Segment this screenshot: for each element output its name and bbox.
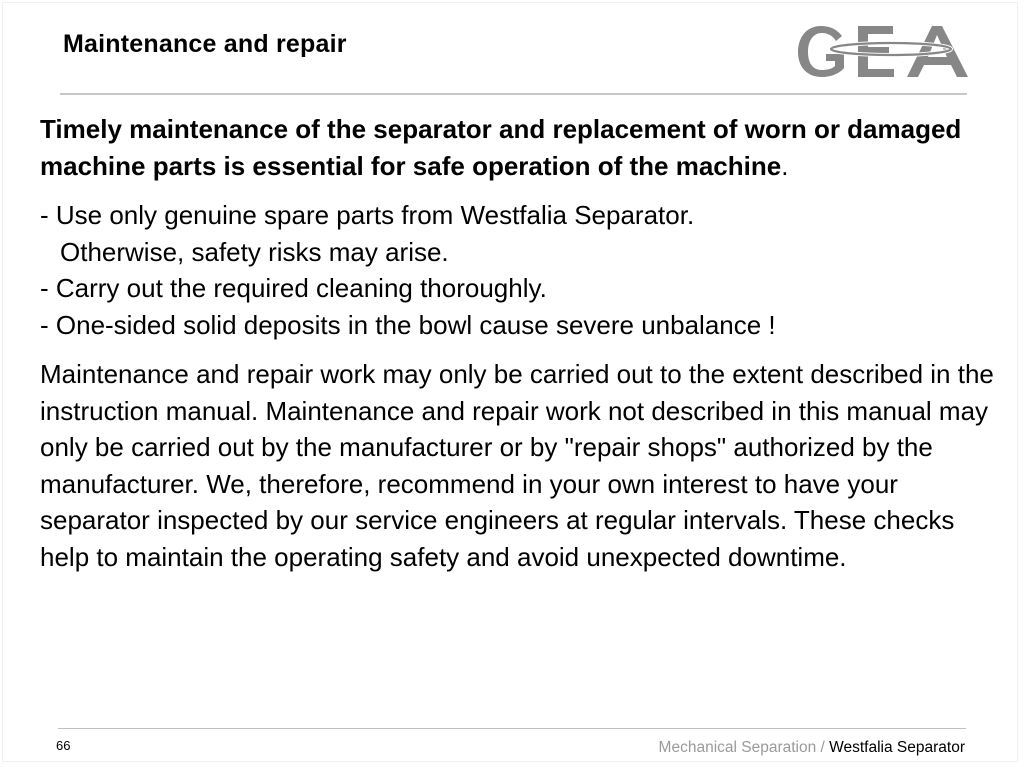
body-paragraph: Maintenance and repair work may only be carried out to the extent described in the instruction manual. Maintenance and repair work not described in this manual may only be carried out by the manufacturer or by "repair shops" authorized by the manufacturer. We, therefore, recommend in your own interest to have your separator inspected by our service engineers at regular intervals. These checks help to maintain the operating safety and avoid unexpected downtime. <box>40 359 994 572</box>
footer-divider <box>58 728 966 729</box>
footer-label <box>659 739 965 757</box>
bullet-text: - Use only genuine spare parts from Westfalia Separator. <box>40 200 695 230</box>
footer-brand: Westfalia Separator <box>829 739 965 756</box>
bullet-item-spare-parts <box>40 197 1000 270</box>
bullet-list <box>40 197 1000 343</box>
bullet-text: - Carry out the required cleaning thoroughly. <box>40 273 547 303</box>
bullet-item-deposits <box>40 307 1000 344</box>
gea-logo-icon <box>796 22 974 80</box>
lead-statement <box>40 111 1000 185</box>
lead-statement-text: Timely maintenance of the separator and replacement of worn or damaged machine parts is essential for safe operation of the machine <box>40 114 962 181</box>
lead-statement-period: . <box>781 151 789 181</box>
slide-content <box>40 111 1000 575</box>
slide-title: Maintenance and repair <box>63 30 347 58</box>
header-divider <box>60 93 967 95</box>
bullet-text: - One-sided solid deposits in the bowl cause severe unbalance ! <box>40 309 776 340</box>
bullet-continuation-text: Otherwise, safety risks may arise. <box>60 236 449 267</box>
bullet-item-cleaning <box>40 270 1000 307</box>
footer-division: Mechanical Separation / <box>658 739 830 756</box>
page-number: 66 <box>56 738 71 753</box>
